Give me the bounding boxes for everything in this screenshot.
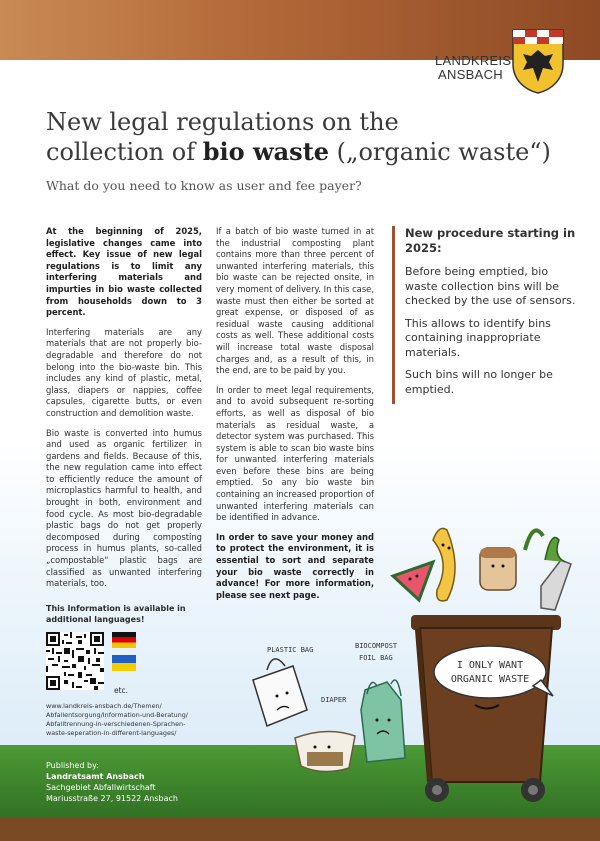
info-paragraph: Before being emptied, bio waste collection bins will be checked by the use of sensors.: [405, 265, 576, 307]
coat-of-arms-icon: [511, 28, 565, 94]
landkreis-logo: [435, 28, 595, 98]
paragraph: If a batch of bio waste turned in at the industrial composting plant contains more than three percent of unwanted interfering materials, this bio waste can be rejected onsite, in very moment of delivery. In this case, waste must then either be sorted at great expense, or disposed of as residual waste causing additional costs as well. These additional costs will increase total waste disposal charges and, as a result of this, in the end, are to be paid by you.: [216, 226, 374, 376]
svg-text:FOIL BAG: FOIL BAG: [359, 654, 393, 662]
page-subtitle: What do you need to know as user and fee payer?: [46, 178, 362, 193]
column-left: [46, 226, 202, 598]
svg-text:ORGANIC WASTE: ORGANIC WASTE: [450, 674, 530, 685]
bio-waste-bin: [411, 615, 561, 802]
info-box: [392, 226, 582, 406]
bio-bin-illustration: [215, 500, 600, 830]
language-flags: [112, 632, 136, 678]
svg-text:DIAPER: DIAPER: [321, 696, 347, 704]
info-paragraph: This allows to identify bins containing inappropriate materials.: [405, 316, 551, 359]
sad-interfering-items: [253, 659, 405, 772]
etc-label: etc.: [114, 686, 129, 695]
qr-code-icon[interactable]: [46, 632, 104, 690]
publisher-info: Published by: Landratsamt Ansbach Sachgebiet Abfallwirtschaft Mariusstraße 27, 91522 Ansbach: [46, 761, 178, 803]
svg-text:BIOCOMPOST: BIOCOMPOST: [355, 642, 398, 650]
svg-text:PLASTIC BAG: PLASTIC BAG: [267, 646, 314, 654]
page-title: New legal regulations on the collection of bio waste („organic waste“): [46, 108, 551, 166]
call-to-action: In order to save your money and to protect the environment, it is essential to sort and separate your bio waste correctly in advance! For more information, please see next page.: [216, 531, 374, 600]
languages-link[interactable]: www.landkreis-ansbach.de/Themen/ Abfallentsorgung/Information-und-Beratung/ Abfalltrennung-in-verschiedenen-Sprachen- waste-seperation-in-different-languages/: [46, 702, 188, 737]
ukrainian-flag-icon: [112, 655, 136, 671]
languages-note: This Information is available in additional languages!: [46, 604, 186, 624]
paragraph: Interfering materials are any materials that are not properly bio-degradable and therefore do not belong into the bio-waste bin. This includes any kind of plastic, metal, glass, diapers or nappies, coffee capsules, cigarette butts, or even construction and demolition waste.: [46, 326, 202, 418]
svg-text:I ONLY WANT: I ONLY WANT: [456, 660, 524, 671]
logo-text: LANDKREIS ANSBACH: [435, 53, 512, 82]
lead-paragraph: At the beginning of 2025, legislative changes came into effect. Key issue of new legal regulations is to limit any interfering materials and impurties in bio waste collected from households down to 3 percent.: [46, 226, 202, 318]
paragraph: In order to meet legal requirements, and to avoid subsequent re-sorting efforts, as well as disposal of bio materials as residual waste, a detector system was purchased. This system is able to scan bio waste bins for unwanted interfering materials even before these bins are being emptied. So any bio waste bin containing an increased proportion of unwanted interfering materials can be identified in advance.: [216, 384, 374, 523]
info-box-bar: [392, 226, 395, 404]
info-paragraph: Such bins will no longer be emptied.: [405, 368, 553, 396]
info-box-heading: New procedure starting in 2025:: [405, 226, 576, 255]
german-flag-icon: [112, 632, 136, 648]
paragraph: Bio waste is converted into humus and used as organic fertilizer in gardens and fields. Because of this, the new regulation came into effect to efficiently reduce the amount of microplastics harmful to health, and brought in both, environment and food cycle. As most bio-degradable plastic bags do not get properly decomposed during composting process in humus plants, so-called „compostable“ plastic bags are classified as unwanted interfering materials, too.: [46, 427, 202, 589]
happy-organic-items: [393, 528, 571, 610]
